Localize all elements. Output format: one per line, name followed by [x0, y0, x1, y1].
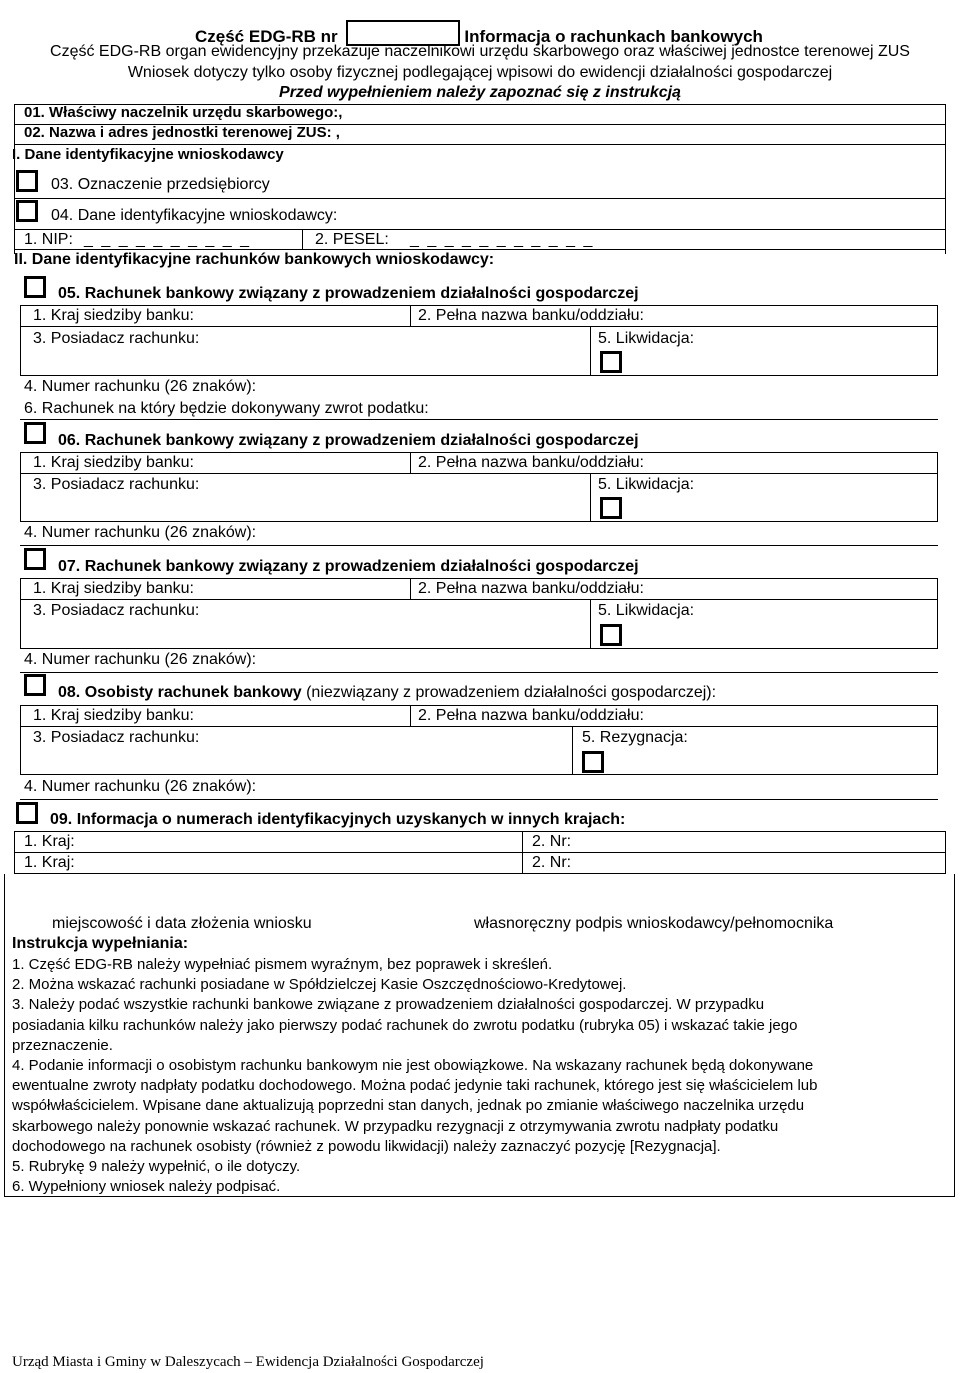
foreign-row-1-country[interactable]: 1. Kraj:: [24, 833, 75, 850]
foreign-row-2-country[interactable]: 1. Kraj:: [24, 854, 75, 871]
account-07-liquidation: 5. Likwidacja:: [598, 602, 695, 619]
account-05-country[interactable]: 1. Kraj siedziby banku:: [33, 307, 194, 324]
account-05-liquidation: 5. Likwidacja:: [598, 330, 695, 347]
account-08-country[interactable]: 1. Kraj siedziby banku:: [33, 707, 194, 724]
signature-label[interactable]: własnoręczny podpis wnioskodawcy/pełnomocnika: [474, 915, 834, 932]
account-06-number[interactable]: 4. Numer rachunku (26 znaków):: [24, 524, 257, 541]
instruction-line: dochodowego na rachunek osobisty (również z powodu likwidacji) należy zaznaczyć pozycję [Rezygnacja].: [12, 1137, 721, 1155]
account-08-title: 08. Osobisty rachunek bankowy (niezwiązany z prowadzeniem działalności gospodarczej):: [58, 684, 717, 701]
checkbox-03[interactable]: [16, 170, 38, 192]
instruction-line: 3. Należy podać wszystkie rachunki bankowe związane z prowadzeniem działalności gospodarczej. W przypadku: [12, 996, 765, 1014]
instruction-line: 6. Wypełniony wniosek należy podpisać.: [12, 1178, 281, 1196]
account-06-holder[interactable]: 3. Posiadacz rachunku:: [33, 476, 200, 493]
account-06-title: 06. Rachunek bankowy związany z prowadzeniem działalności gospodarczej: [58, 432, 639, 449]
place-date-label[interactable]: miejscowość i data złożenia wniosku: [52, 915, 312, 932]
foreign-ids-title: 09. Informacja o numerach identyfikacyjnych uzyskanych w innych krajach:: [50, 811, 626, 828]
instruction-line: ewentualne zwroty nadpłaty podatku dochodowego. Można podać jedynie taki rachunek, którego jest się właścicielem lub: [12, 1077, 818, 1095]
instruction-line: 4. Podanie informacji o osobistym rachunku bankowym nie jest obowiązkowe. Na wskazany rachunek będą dokonywane: [12, 1057, 814, 1075]
account-05-holder[interactable]: 3. Posiadacz rachunku:: [33, 330, 200, 347]
field-02-zus-unit[interactable]: 02. Nazwa i adres jednostki terenowej ZUS: ,: [24, 124, 340, 141]
page-footer: Urząd Miasta i Gminy w Daleszycach – Ewidencja Działalności Gospodarczej: [12, 1354, 484, 1370]
checkbox-06[interactable]: [24, 422, 46, 444]
account-07-bank[interactable]: 2. Pełna nazwa banku/oddziału:: [418, 580, 644, 597]
form-title-right: Informacja o rachunkach bankowych: [464, 27, 763, 46]
instruction-line: 5. Rubrykę 9 należy wypełnić, o ile dotyczy.: [12, 1158, 301, 1176]
section-i-heading: I. Dane identyfikacyjne wnioskodawcy: [12, 146, 284, 163]
pesel-label: 2. PESEL:: [315, 231, 389, 248]
instructions-heading: Instrukcja wypełniania:: [12, 935, 189, 952]
checkbox-05[interactable]: [24, 276, 46, 298]
account-08-number[interactable]: 4. Numer rachunku (26 znaków):: [24, 778, 257, 795]
account-05-title: 05. Rachunek bankowy związany z prowadzeniem działalności gospodarczej: [58, 285, 639, 302]
account-06-country[interactable]: 1. Kraj siedziby banku:: [33, 454, 194, 471]
account-05-bank[interactable]: 2. Pełna nazwa banku/oddziału:: [418, 307, 644, 324]
account-07-holder[interactable]: 3. Posiadacz rachunku:: [33, 602, 200, 619]
account-05-number[interactable]: 4. Numer rachunku (26 znaków):: [24, 378, 257, 395]
field-01-tax-office[interactable]: 01. Właściwy naczelnik urzędu skarbowego:,: [24, 104, 343, 121]
instruction-line: posiadania kilku rachunków należy jako pierwszy podać rachunek do zwrotu podatku (rubryka 05) i wskazać takie jego: [12, 1016, 798, 1034]
instructions-list: [12, 955, 817, 1197]
checkbox-05-liquidation[interactable]: [600, 351, 622, 373]
nip-label: 1. NIP:: [24, 231, 73, 248]
header-line2: Część EDG-RB organ ewidencyjny przekazuje naczelnikowi urzędu skarbowego oraz właściwej jednostce terenowej ZUS: [50, 43, 910, 60]
header-line3: Wniosek dotyczy tylko osoby fizycznej podlegającej wpisowi do ewidencji działalności gospodarczej: [127, 64, 833, 81]
foreign-row-1-nr[interactable]: 2. Nr:: [532, 833, 572, 850]
account-08-bank[interactable]: 2. Pełna nazwa banku/oddziału:: [418, 707, 644, 724]
account-07-country[interactable]: 1. Kraj siedziby banku:: [33, 580, 194, 597]
checkbox-08[interactable]: [24, 674, 46, 696]
pesel-input[interactable]: _ _ _ _ _ _ _ _ _ _ _: [410, 231, 595, 248]
field-04-label: 04. Dane identyfikacyjne wnioskodawcy:: [51, 207, 338, 224]
account-07-title: 07. Rachunek bankowy związany z prowadzeniem działalności gospodarczej: [58, 558, 639, 575]
account-05-refund[interactable]: 6. Rachunek na który będzie dokonywany zwrot podatku:: [24, 400, 429, 417]
checkbox-06-liquidation[interactable]: [600, 497, 622, 519]
instruction-line: współwłaścicielem. Wpisane dane aktualizują poprzedni stan danych, jednak po zmianie właściwego naczelnika urzędu: [12, 1097, 805, 1115]
account-07-number[interactable]: 4. Numer rachunku (26 znaków):: [24, 651, 257, 668]
nip-input[interactable]: _ _ _ _ _ _ _ _ _ _: [84, 231, 251, 248]
instruction-line: przeznaczenie.: [12, 1036, 113, 1054]
instruction-line: 1. Część EDG-RB należy wypełniać pismem wyraźnym, bez poprawek i skreśleń.: [12, 956, 553, 973]
checkbox-07[interactable]: [24, 548, 46, 570]
instruction-line: 2. Można wskazać rachunki posiadane w Spółdzielczej Kasie Oszczędnościowo-Kredytowej.: [12, 976, 627, 994]
foreign-row-2-nr[interactable]: 2. Nr:: [532, 854, 572, 871]
account-06-liquidation: 5. Likwidacja:: [598, 476, 695, 493]
instruction-line: skarbowego należy ponownie wskazać rachunek. W przypadku rezygnacji z otrzymywania zwrotu nadpłaty podatku: [12, 1117, 779, 1135]
checkbox-09[interactable]: [16, 802, 38, 824]
field-03-label: 03. Oznaczenie przedsiębiorcy: [51, 176, 270, 193]
header-instruction-note: Przed wypełnieniem należy zapoznać się z instrukcją: [279, 84, 681, 101]
form-title-left: Część EDG-RB nr: [195, 27, 338, 46]
account-06-bank[interactable]: 2. Pełna nazwa banku/oddziału:: [418, 454, 644, 471]
checkbox-08-resignation[interactable]: [582, 751, 604, 773]
account-08-holder[interactable]: 3. Posiadacz rachunku:: [33, 729, 200, 746]
section-ii-heading: II. Dane identyfikacyjne rachunków bankowych wnioskodawcy:: [14, 251, 495, 268]
account-08-resignation: 5. Rezygnacja:: [582, 729, 688, 746]
checkbox-04[interactable]: [16, 200, 38, 222]
checkbox-07-liquidation[interactable]: [600, 624, 622, 646]
